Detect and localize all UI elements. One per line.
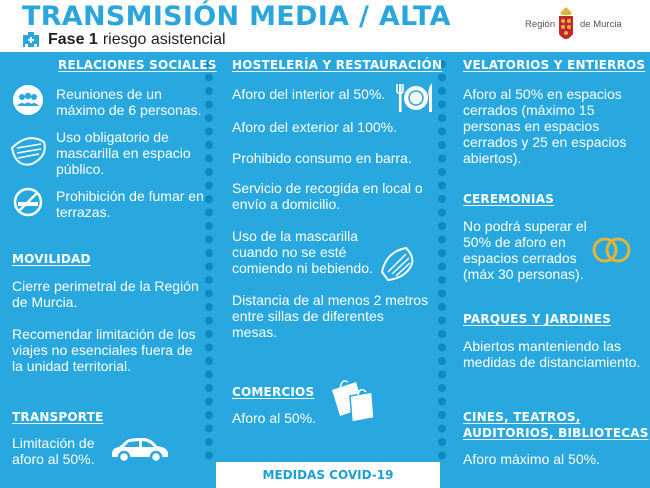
hosteleria-item-2: Aforo del exterior al 100%.	[232, 119, 397, 135]
no-smoking-icon	[12, 186, 44, 218]
face-mask-icon	[6, 134, 50, 170]
velatorios-heading: VELATORIOS Y ENTIERROS	[463, 58, 646, 72]
hosteleria-item-1: Aforo del interior al 50%.	[232, 86, 386, 102]
comercios-heading: COMERCIOS	[232, 385, 315, 399]
separator-dot	[438, 317, 446, 325]
separator-dot	[438, 344, 446, 352]
separator-dot	[438, 452, 446, 460]
separator-dot	[205, 276, 213, 284]
relaciones-item-3: Prohibición de fumar en terrazas.	[56, 188, 204, 220]
separator-dot	[438, 74, 446, 82]
separator-dot	[438, 168, 446, 176]
phase-label: Fase 1	[48, 31, 98, 48]
column-separator-right	[437, 58, 447, 460]
separator-dot	[438, 371, 446, 379]
separator-dot	[438, 411, 446, 419]
separator-dot	[205, 74, 213, 82]
separator-dot	[438, 249, 446, 257]
separator-dot	[438, 222, 446, 230]
separator-dot	[205, 303, 213, 311]
shopping-bags-icon	[328, 378, 378, 424]
movilidad-item-2: Recomendar limitación de los viajes no esenciales fuera de la unidad territorial.	[12, 326, 196, 374]
separator-dot	[205, 425, 213, 433]
hosteleria-heading: HOSTELERÍA Y RESTAURACIÓN	[232, 58, 443, 72]
relaciones-item-2: Uso obligatorio de mascarilla en espacio público.	[56, 129, 191, 177]
transporte-item-1: Limitación de aforo al 50%.	[12, 435, 95, 467]
relaciones-item-1: Reuniones de un máximo de 6 personas.	[56, 86, 202, 118]
separator-dot	[205, 411, 213, 419]
separator-dot	[438, 330, 446, 338]
separator-dot	[438, 209, 446, 217]
comercios-item-1: Aforo al 50%.	[232, 410, 317, 426]
wedding-rings-icon	[590, 232, 634, 268]
column-separator-left	[204, 58, 214, 460]
separator-dot	[438, 303, 446, 311]
separator-dot	[438, 128, 446, 136]
ceremonias-item-1: No podrá superar el 50% de aforo en espacios cerrados (máx 30 personas).	[463, 218, 587, 282]
footer-label: MEDIDAS COVID-19	[262, 468, 394, 482]
separator-dot	[205, 128, 213, 136]
separator-dot	[438, 276, 446, 284]
separator-dot	[205, 344, 213, 352]
cines-heading-line-1: CINES, TEATROS,	[463, 410, 581, 424]
movilidad-heading: MOVILIDAD	[12, 252, 91, 266]
separator-dot	[205, 452, 213, 460]
separator-dot	[438, 114, 446, 122]
people-group-icon	[12, 84, 44, 116]
murcia-crest-icon	[557, 6, 575, 46]
separator-dot	[205, 371, 213, 379]
cines-heading-line-2: AUDITORIOS, BIBLIOTECAS	[463, 426, 649, 440]
separator-dot	[205, 114, 213, 122]
hosteleria-item-3: Prohibido consumo en barra.	[232, 150, 412, 166]
separator-dot	[205, 317, 213, 325]
plate-cutlery-icon	[396, 80, 434, 116]
separator-dot	[205, 330, 213, 338]
hospital-icon	[22, 32, 40, 48]
separator-dot	[438, 357, 446, 365]
separator-dot	[205, 101, 213, 109]
separator-dot	[205, 209, 213, 217]
velatorios-item-1: Aforo al 50% en espacios cerrados (máximo 15 personas en espacios cerrados y 25 en espacios abiertos).	[463, 86, 627, 166]
separator-dot	[205, 384, 213, 392]
separator-dot	[438, 155, 446, 163]
separator-dot	[205, 155, 213, 163]
face-mask-icon	[376, 242, 420, 286]
separator-dot	[205, 398, 213, 406]
separator-dot	[205, 357, 213, 365]
separator-dot	[205, 222, 213, 230]
separator-dot	[205, 195, 213, 203]
logo-text-right: de Murcia	[580, 19, 622, 30]
separator-dot	[438, 236, 446, 244]
separator-dot	[438, 384, 446, 392]
separator-dot	[438, 101, 446, 109]
separator-dot	[205, 168, 213, 176]
phase-description: riesgo asistencial	[102, 31, 226, 48]
logo-text-left: Región	[525, 19, 556, 30]
hosteleria-item-5: Uso de la mascarilla cuando no se esté comiendo ni bebiendo.	[232, 228, 373, 276]
parques-item-1: Abiertos manteniendo las medidas de distanciamiento.	[463, 338, 641, 370]
page-title: TRANSMISIÓN MEDIA / ALTA	[22, 1, 451, 32]
hosteleria-item-4: Servicio de recogida en local o envío a domicilio.	[232, 180, 423, 212]
movilidad-item-1: Cierre perimetral de la Región de Murcia.	[12, 278, 199, 310]
region-logo	[520, 4, 630, 48]
footer-banner	[216, 462, 440, 488]
transporte-heading: TRANSPORTE	[12, 410, 104, 424]
separator-dot	[205, 236, 213, 244]
separator-dot	[438, 87, 446, 95]
separator-dot	[438, 398, 446, 406]
separator-dot	[205, 263, 213, 271]
phase-subtitle	[22, 31, 226, 49]
separator-dot	[438, 195, 446, 203]
separator-dot	[438, 290, 446, 298]
separator-dot	[205, 141, 213, 149]
separator-dot	[205, 249, 213, 257]
separator-dot	[205, 182, 213, 190]
header	[0, 0, 650, 52]
separator-dot	[205, 87, 213, 95]
hosteleria-item-6: Distancia de al menos 2 metros entre sillas de diferentes mesas.	[232, 292, 429, 340]
car-icon	[109, 436, 171, 464]
separator-dot	[438, 141, 446, 149]
separator-dot	[438, 438, 446, 446]
ceremonias-heading: CEREMONIAS	[463, 192, 555, 206]
relaciones-sociales-heading: RELACIONES SOCIALES	[58, 58, 217, 72]
separator-dot	[205, 438, 213, 446]
separator-dot	[438, 263, 446, 271]
parques-heading: PARQUES Y JARDINES	[463, 312, 611, 326]
separator-dot	[205, 290, 213, 298]
separator-dot	[438, 425, 446, 433]
separator-dot	[438, 182, 446, 190]
cines-item-1: Aforo máximo al 50%.	[463, 451, 600, 467]
